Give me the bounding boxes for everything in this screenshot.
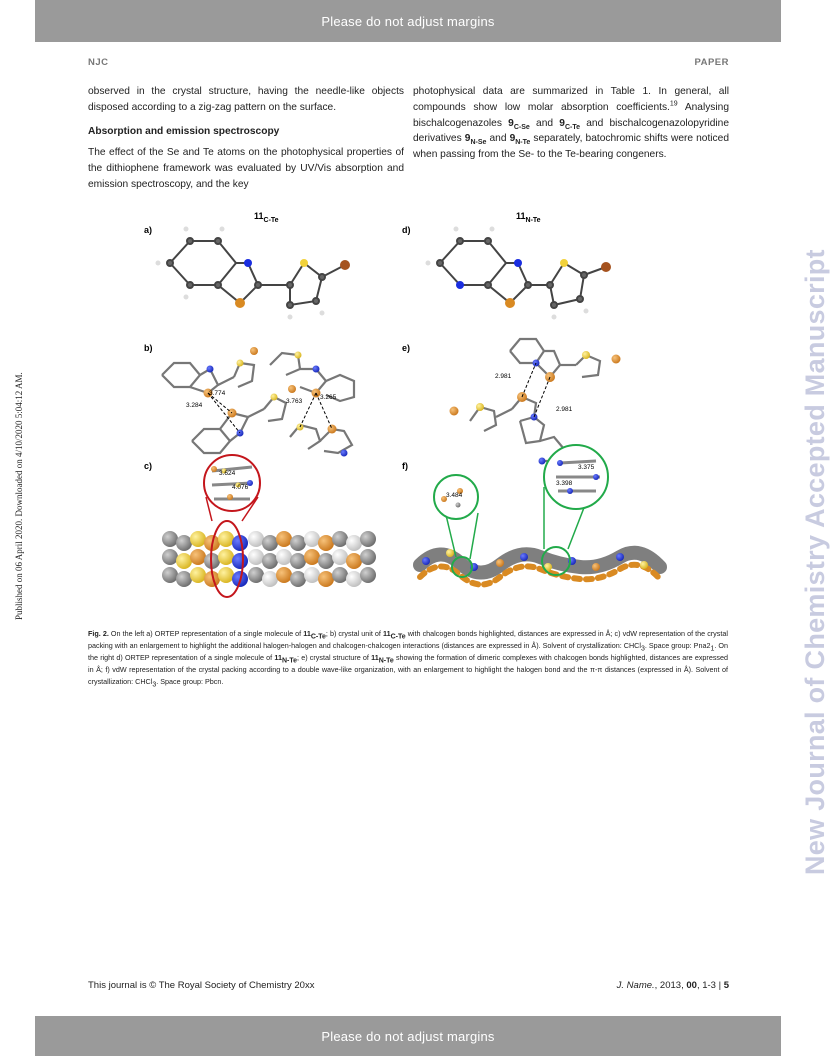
paragraph: The effect of the Se and Te atoms on the photophysical properties of the dithiophene framework was evaluated by UV/Vis absorption and emission spectroscopy, and the key — [88, 147, 404, 190]
distance-label-b4: 3.265 — [320, 394, 337, 401]
structure-title-left: $11_{C-Te}$ — [254, 211, 279, 224]
reference-superscript: 19 — [669, 100, 678, 108]
panel-d-ortep-molecule — [426, 227, 612, 320]
distance-label-b1: 3.774 — [209, 390, 226, 397]
paragraph: photophysical data are summarized in Table 1. In general, all compounds show low molar absorption coefficients.$^{19}$ Analysing bischalcogenazoles $9_{C-Se}$ and $9_{C-Te}$ and bischalcogenazolopyridine derivatives $9_{N-Se}$ and $9_{N-Te}$ separately, batochromic shifts were noticed when passing from the Se- to the Te-bearing congeners. — [413, 86, 729, 161]
figure-caption: Fig. 2. On the left a) ORTEP representation of a single molecule of $11_{C-Te}$; b) crystal unit of $11_{C-Te}$ with chalcogen bonds highlighted, distances are expressed in Å; c) vdW representation of the crystal packing with an enlargement to highlight the additional halogen-halogen and chalcogen-chalcogen interactions (distances are expressed in Å). Solvent of crystallization: CHCl$_3$. Space group: $Pna2_1$. On the right d) ORTEP representation of a single molecule of $11_{N-Te}$; e) crystal structure of $11_{N-Te}$ showing the formation of dimeric complexes with chalcogen bonds highlighted, distances are expressed in Å; f) vdW representation of the crystal packing according to a double wave-like organization, with an enlargement to highlight the halogen bond and the π-π distances (expressed in Å). Solvent of crystallization: CHCl$_3$. Space group: Pbcn. — [88, 629, 728, 689]
right-column — [413, 84, 729, 163]
section-heading: Absorption and emission spectroscopy — [88, 125, 280, 137]
panel-label-c: c) — [144, 461, 153, 471]
distance-label-e2: 2.981 — [556, 406, 573, 413]
distance-label-c2: 4.076 — [232, 484, 249, 491]
structure-title-right: $11_{N-Te}$ — [516, 211, 541, 224]
panel-f-vdw-packing — [420, 445, 660, 585]
publication-date-sidebar: Published on 06 April 2020. Downloaded on 4/10/2020 5:04:12 AM. — [14, 372, 24, 620]
distance-label-f2: 3.375 — [578, 464, 595, 471]
distance-label-b3: 3.763 — [286, 398, 303, 405]
paragraph: observed in the crystal structure, having the needle-like objects disposed according to a zig-zag pattern on the surface. — [88, 86, 404, 113]
left-column — [88, 84, 404, 193]
panel-c-vdw-packing — [162, 455, 376, 597]
distance-label-e1: 2.981 — [495, 373, 512, 380]
caption-label: Fig. 2. — [88, 629, 109, 638]
bottom-margin-banner: Please do not adjust margins — [35, 1016, 781, 1056]
copyright-footer: This journal is © The Royal Society of Chemistry 20xx — [88, 980, 315, 991]
panel-a-ortep-molecule — [156, 227, 351, 320]
accepted-manuscript-watermark: New Journal of Chemistry Accepted Manuscript — [800, 249, 830, 875]
panel-label-f: f) — [402, 461, 408, 471]
panel-b-crystal-unit-2 — [270, 352, 354, 457]
paper-type-header: PAPER — [694, 57, 729, 68]
compound-label: 9 — [508, 117, 514, 129]
distance-label-c1: 3.624 — [219, 470, 236, 477]
distance-label-f3: 3.398 — [556, 480, 573, 487]
top-margin-banner: Please do not adjust margins — [35, 0, 781, 42]
citation-footer: J. Name., 2013, 00, 1-3 | 5 — [616, 980, 729, 991]
page-number: 5 — [723, 980, 729, 991]
panel-label-d: d) — [402, 225, 411, 235]
distance-label-b2: 3.284 — [186, 402, 203, 409]
panel-b-crystal-unit — [162, 347, 296, 453]
panel-label-e: e) — [402, 343, 411, 353]
panel-label-b: b) — [144, 343, 153, 353]
figure-artwork — [140, 205, 740, 615]
compound-label: 9 — [509, 133, 516, 145]
distance-label-f1: 3.484 — [446, 492, 463, 499]
figure-2 — [140, 205, 740, 615]
panel-label-a: a) — [144, 225, 153, 235]
compound-label: 9 — [559, 117, 565, 129]
compound-label: 9 — [464, 133, 471, 145]
journal-header: NJC — [88, 57, 109, 68]
panel-e-dimer — [450, 339, 621, 465]
